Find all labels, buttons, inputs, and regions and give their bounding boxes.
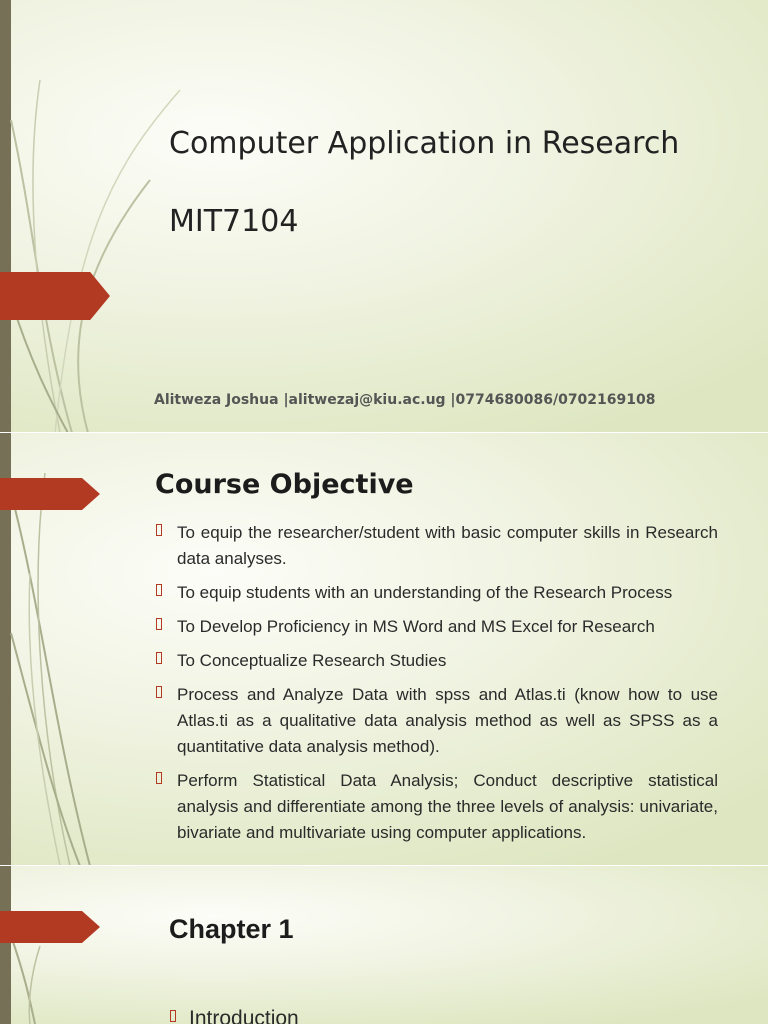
chapter-heading: Chapter 1: [169, 914, 294, 944]
list-item: [155, 648, 718, 674]
objective-text: Process and Analyze Data with spss and Atlas.ti (know how to use Atlas.ti as a qualitative data analysis method as well as SPSS as a quantitative data analysis method).: [177, 685, 718, 756]
arrow-tab-icon: [0, 272, 110, 320]
list-item: [169, 1004, 299, 1024]
arrow-tab-icon: [0, 478, 100, 510]
hollow-square-bullet-icon: [156, 686, 162, 698]
list-item: [155, 520, 718, 572]
swirl-decoration: [0, 866, 200, 1024]
course-code: MIT7104: [169, 204, 299, 239]
objective-text: To equip students with an understanding of the Research Process: [177, 583, 673, 602]
hollow-square-bullet-icon: [156, 772, 162, 784]
list-item: [155, 682, 718, 760]
hollow-square-bullet-icon: [156, 584, 162, 596]
objective-text: To Conceptualize Research Studies: [177, 651, 447, 670]
chapter-slide: [0, 866, 768, 1024]
objective-text: To equip the researcher/student with basic computer skills in Research data analyses.: [177, 523, 718, 568]
objectives-list: [155, 520, 718, 854]
list-item: [155, 614, 718, 640]
hollow-square-bullet-icon: [156, 618, 162, 630]
objective-text: To Develop Proficiency in MS Word and MS Excel for Research: [177, 617, 655, 636]
title-slide: [0, 0, 768, 433]
objective-text: Perform Statistical Data Analysis; Conduct descriptive statistical analysis and differentiate among the three levels of analysis: univariate, bivariate and multivariate using computer applications.: [177, 771, 718, 842]
hollow-square-bullet-icon: [156, 652, 162, 664]
list-item: [155, 580, 718, 606]
chapter-item-text: Introduction: [189, 1007, 299, 1024]
hollow-square-bullet-icon: [156, 524, 162, 536]
presentation-title: Computer Application in Research: [169, 126, 680, 161]
list-item: [155, 768, 718, 846]
objective-slide: [0, 433, 768, 866]
arrow-tab-icon: [0, 911, 100, 943]
hollow-square-bullet-icon: [170, 1010, 176, 1022]
author-contact: Alitweza Joshua |alitwezaj@kiu.ac.ug |0774680086/0702169108: [154, 392, 656, 408]
section-heading: Course Objective: [155, 469, 414, 500]
